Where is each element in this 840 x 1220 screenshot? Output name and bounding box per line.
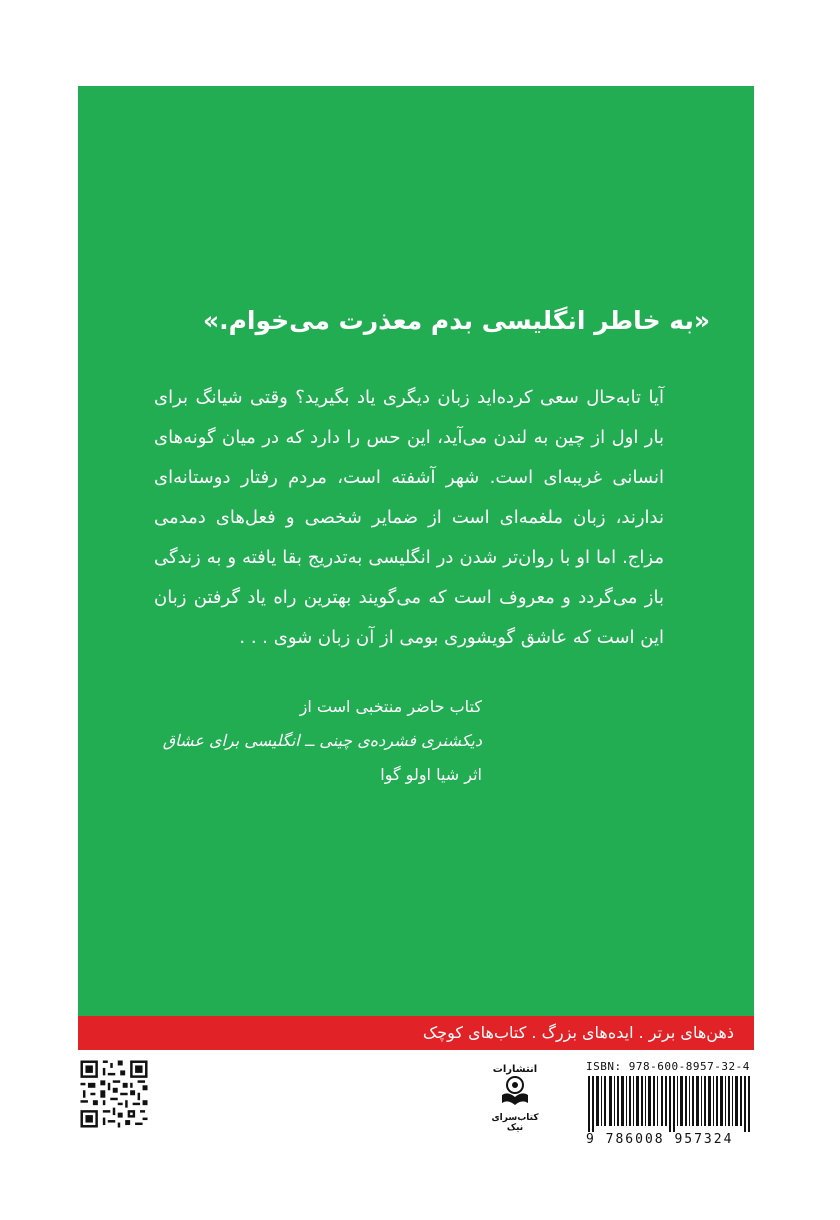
publisher-name: کتاب‌سرای نیک <box>491 1113 539 1133</box>
isbn-text: ISBN: 978-600-8957-32-4 <box>586 1060 750 1073</box>
publisher-logo <box>488 1064 542 1133</box>
source-book-title: دیکشنری فشرده‌ی چینی ــ انگلیسی برای عشاق <box>162 731 482 750</box>
cover-footer <box>78 1050 754 1220</box>
tagline-band <box>78 1016 754 1050</box>
cover-blurb: آیا تابه‌حال سعی کرده‌اید زبان دیگری یاد بگیرید؟ وقتی شیانگ برای بار اول از چین به لندن می‌آید، این حس را دارد که در میان گونه‌های انسانی غریبه‌ای است. شهر آشفته است، مردم رفتار دوستانه‌ای ندارند، زبان ملغمه‌ای است از ضمایر شخصی و فعل‌های دمدمی مزاج. اما او با روان‌تر شدن در انگلیسی به‌تدریج بقا یافته و به زندگی باز می‌گردد و معروف است که می‌گویند بهترین راه یاد گرفتن زبان این است که عاشق گویشوری بومی از آن زبان شوی . . . <box>154 387 664 648</box>
publisher-label: انتشارات <box>492 1064 538 1075</box>
source-credit <box>138 690 482 792</box>
green-panel <box>78 86 754 1016</box>
barcode-digits: 9 786008 957324 <box>586 1132 734 1147</box>
qr-code-icon <box>78 1058 150 1130</box>
cover-quote: «به خاطر انگلیسی بدم معذرت می‌خوام.» <box>202 306 710 335</box>
open-book-icon <box>500 1075 530 1109</box>
source-author: اثر شیا اولو گوا <box>380 765 482 784</box>
book-back-cover <box>78 86 754 1220</box>
tagline: ذهن‌های برتر . ایده‌های بزرگ . کتاب‌های کوچک <box>422 1023 734 1042</box>
source-intro: کتاب حاضر منتخبی است از <box>299 697 482 716</box>
barcode-block <box>586 1060 758 1147</box>
barcode-icon <box>586 1076 758 1132</box>
